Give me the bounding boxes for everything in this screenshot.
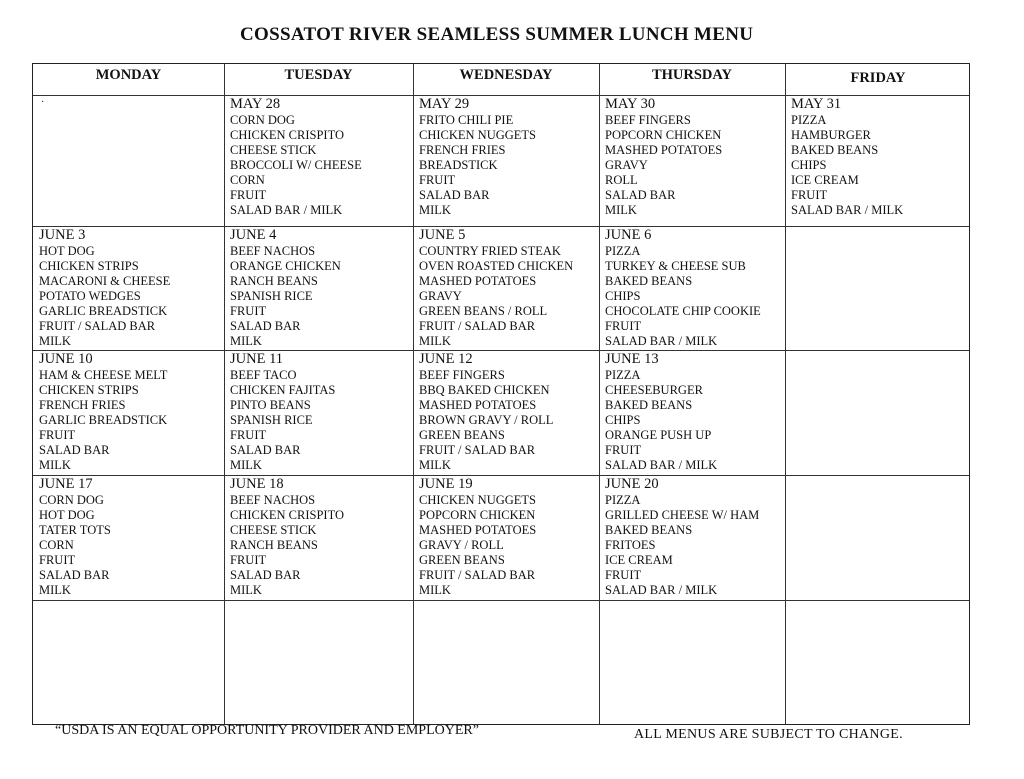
menu-cell bbox=[419, 352, 597, 473]
menu-date: JUNE 4 bbox=[230, 227, 277, 243]
menu-cell bbox=[230, 352, 411, 473]
row-divider bbox=[33, 475, 969, 476]
menu-date: JUNE 18 bbox=[230, 476, 284, 492]
menu-item: OVEN ROASTED CHICKEN bbox=[419, 258, 574, 273]
menu-item: HOT DOG bbox=[39, 243, 95, 258]
menu-date: JUNE 12 bbox=[419, 351, 473, 367]
menu-item: MASHED POTATOES bbox=[419, 522, 537, 537]
menu-item: BAKED BEANS bbox=[605, 522, 693, 537]
menu-item: BAKED BEANS bbox=[605, 273, 693, 288]
menu-item: CHICKEN NUGGETS bbox=[419, 127, 537, 142]
menu-item: FRUIT / SALAD BAR bbox=[39, 318, 156, 333]
menu-cell bbox=[419, 477, 597, 598]
menu-item: ROLL bbox=[605, 172, 638, 187]
menu-item: TATER TOTS bbox=[39, 522, 111, 537]
menu-item: FRUIT bbox=[230, 187, 267, 202]
menu-item: RANCH BEANS bbox=[230, 537, 318, 552]
menu-item: SALAD BAR bbox=[39, 567, 110, 582]
menu-item: MILK bbox=[419, 203, 451, 218]
menu-item: BEEF FINGERS bbox=[605, 112, 691, 127]
menu-item: FRUIT bbox=[605, 442, 642, 457]
menu-item: COUNTRY FRIED STEAK bbox=[419, 243, 561, 258]
menu-item: FRUIT / SALAD BAR bbox=[419, 567, 536, 582]
menu-item: FRITO CHILI PIE bbox=[419, 112, 514, 127]
menu-item: MILK bbox=[39, 334, 71, 349]
menu-item: CHEESE STICK bbox=[230, 522, 317, 537]
menu-item: MILK bbox=[230, 458, 262, 473]
menu-item: SALAD BAR / MILK bbox=[230, 203, 343, 218]
menu-item: MILK bbox=[419, 458, 451, 473]
menu-item: MASHED POTATOES bbox=[419, 273, 537, 288]
menu-item: PIZZA bbox=[605, 367, 641, 382]
menu-cell bbox=[605, 228, 783, 349]
menu-item: SALAD BAR bbox=[230, 567, 301, 582]
menu-date: JUNE 11 bbox=[230, 351, 284, 367]
menu-date: JUNE 13 bbox=[605, 351, 659, 367]
menu-item: CHEESEBURGER bbox=[605, 382, 703, 397]
menu-item: CORN bbox=[39, 537, 74, 552]
menu-date: JUNE 19 bbox=[419, 476, 473, 492]
menu-item: FRUIT bbox=[39, 427, 76, 442]
column-divider bbox=[413, 64, 414, 724]
menu-cell bbox=[230, 228, 411, 349]
menu-item: FRENCH FRIES bbox=[419, 142, 506, 157]
menu-item: FRUIT bbox=[791, 187, 828, 202]
menu-item: SALAD BAR / MILK bbox=[605, 583, 718, 598]
menu-date: MAY 29 bbox=[419, 96, 470, 112]
day-header-friday: FRIDAY bbox=[850, 70, 906, 86]
day-header-thursday: THURSDAY bbox=[651, 67, 733, 83]
menu-item: HOT DOG bbox=[39, 507, 95, 522]
column-divider bbox=[599, 64, 600, 724]
menu-item: CHIPS bbox=[605, 288, 641, 303]
menu-item: MILK bbox=[605, 203, 637, 218]
menu-item: MILK bbox=[39, 458, 71, 473]
menu-item: CHICKEN CRISPITO bbox=[230, 507, 345, 522]
menu-item: ICE CREAM bbox=[791, 172, 859, 187]
menu-cell bbox=[230, 477, 411, 598]
menu-item: CHIPS bbox=[791, 157, 827, 172]
menu-item: CORN DOG bbox=[230, 112, 295, 127]
menu-item: MILK bbox=[39, 583, 71, 598]
menu-item: FRITOES bbox=[605, 537, 656, 552]
menu-cell bbox=[230, 97, 411, 218]
menu-item: SPANISH RICE bbox=[230, 412, 313, 427]
menu-item: HAMBURGER bbox=[791, 127, 871, 142]
menu-item: BEEF NACHOS bbox=[230, 243, 316, 258]
row-divider bbox=[33, 350, 969, 351]
menu-cell bbox=[39, 477, 222, 598]
menu-item: PIZZA bbox=[605, 243, 641, 258]
menu-date: JUNE 17 bbox=[39, 476, 93, 492]
menu-item: ICE CREAM bbox=[605, 552, 673, 567]
menu-date: JUNE 6 bbox=[605, 227, 652, 243]
footer-disclaimer: ALL MENUS ARE SUBJECT TO CHANGE. bbox=[634, 727, 903, 742]
menu-item: GRILLED CHEESE W/ HAM bbox=[605, 507, 760, 522]
footer-usda-statement: “USDA IS AN EQUAL OPPORTUNITY PROVIDER AND EMPLOYER” bbox=[55, 723, 479, 738]
menu-item: ORANGE PUSH UP bbox=[605, 427, 712, 442]
menu-item: BEEF FINGERS bbox=[419, 367, 505, 382]
menu-date: JUNE 20 bbox=[605, 476, 659, 492]
menu-item: PINTO BEANS bbox=[230, 397, 311, 412]
menu-item: GARLIC BREADSTICK bbox=[39, 412, 168, 427]
menu-item: BROCCOLI W/ CHEESE bbox=[230, 157, 362, 172]
menu-date: MAY 30 bbox=[605, 96, 656, 112]
menu-item: FRUIT / SALAD BAR bbox=[419, 442, 536, 457]
menu-item: HAM & CHEESE MELT bbox=[39, 367, 168, 382]
menu-item: SALAD BAR bbox=[419, 187, 490, 202]
menu-item: CHICKEN STRIPS bbox=[39, 382, 139, 397]
menu-cell bbox=[39, 228, 222, 349]
menu-item: MASHED POTATOES bbox=[605, 142, 723, 157]
menu-item: BEEF TACO bbox=[230, 367, 297, 382]
menu-item: GRAVY / ROLL bbox=[419, 537, 504, 552]
menu-item: SALAD BAR bbox=[605, 187, 676, 202]
menu-item: GRAVY bbox=[605, 157, 648, 172]
menu-item: CORN DOG bbox=[39, 492, 104, 507]
menu-item: GREEN BEANS / ROLL bbox=[419, 303, 548, 318]
day-header-tuesday: TUESDAY bbox=[284, 67, 353, 83]
menu-item: GARLIC BREADSTICK bbox=[39, 303, 168, 318]
menu-item: GREEN BEANS bbox=[419, 427, 505, 442]
menu-item: FRUIT bbox=[230, 303, 267, 318]
menu-item: MILK bbox=[230, 334, 262, 349]
menu-cell bbox=[605, 97, 783, 218]
day-header-monday: MONDAY bbox=[95, 67, 162, 83]
menu-item: CHICKEN FAJITAS bbox=[230, 382, 336, 397]
menu-item: RANCH BEANS bbox=[230, 273, 318, 288]
menu-item: SALAD BAR / MILK bbox=[605, 334, 718, 349]
menu-item: MACARONI & CHEESE bbox=[39, 273, 171, 288]
menu-item: CORN bbox=[230, 172, 265, 187]
column-divider bbox=[224, 64, 225, 724]
menu-item: POPCORN CHICKEN bbox=[605, 127, 722, 142]
menu-cell bbox=[791, 97, 969, 218]
menu-item: CHICKEN NUGGETS bbox=[419, 492, 537, 507]
row-divider bbox=[33, 600, 969, 601]
menu-item: FRUIT bbox=[419, 172, 456, 187]
menu-item: BBQ BAKED CHICKEN bbox=[419, 382, 550, 397]
menu-date: JUNE 10 bbox=[39, 351, 93, 367]
menu-item: FRUIT bbox=[230, 427, 267, 442]
menu-item: GREEN BEANS bbox=[419, 552, 505, 567]
menu-item: SALAD BAR / MILK bbox=[791, 203, 904, 218]
menu-date: JUNE 5 bbox=[419, 227, 466, 243]
menu-item: FRUIT bbox=[39, 552, 76, 567]
menu-item: CHIPS bbox=[605, 412, 641, 427]
menu-item: FRUIT bbox=[230, 552, 267, 567]
menu-item: BROWN GRAVY / ROLL bbox=[419, 412, 554, 427]
menu-item: SALAD BAR bbox=[230, 318, 301, 333]
menu-date: MAY 31 bbox=[791, 96, 842, 112]
menu-item: SPANISH RICE bbox=[230, 288, 313, 303]
menu-item: FRUIT bbox=[605, 567, 642, 582]
menu-item: BAKED BEANS bbox=[791, 142, 879, 157]
menu-item: MASHED POTATOES bbox=[419, 397, 537, 412]
menu-item: MILK bbox=[419, 583, 451, 598]
menu-date: JUNE 3 bbox=[39, 227, 86, 243]
menu-item: BREADSTICK bbox=[419, 157, 498, 172]
day-header-wednesday: WEDNESDAY bbox=[459, 67, 553, 83]
menu-item: CHEESE STICK bbox=[230, 142, 317, 157]
row-divider bbox=[33, 226, 969, 227]
menu-item: MILK bbox=[230, 583, 262, 598]
menu-item: POPCORN CHICKEN bbox=[419, 507, 536, 522]
menu-item: CHICKEN STRIPS bbox=[39, 258, 139, 273]
menu-item: CHOCOLATE CHIP COOKIE bbox=[605, 303, 761, 318]
menu-cell bbox=[419, 97, 597, 218]
menu-item: CHICKEN CRISPITO bbox=[230, 127, 345, 142]
menu-cell bbox=[419, 228, 597, 349]
menu-item: MILK bbox=[419, 334, 451, 349]
menu-item: SALAD BAR bbox=[230, 442, 301, 457]
menu-item: ORANGE CHICKEN bbox=[230, 258, 341, 273]
menu-grid bbox=[32, 63, 970, 725]
menu-item: POTATO WEDGES bbox=[39, 288, 141, 303]
column-divider bbox=[785, 64, 786, 724]
menu-date: MAY 28 bbox=[230, 96, 281, 112]
menu-cell bbox=[39, 352, 222, 473]
menu-item: BAKED BEANS bbox=[605, 397, 693, 412]
menu-item: GRAVY bbox=[419, 288, 462, 303]
menu-item: TURKEY & CHEESE SUB bbox=[605, 258, 746, 273]
menu-cell bbox=[605, 477, 783, 598]
menu-item: BEEF NACHOS bbox=[230, 492, 316, 507]
menu-item: FRUIT / SALAD BAR bbox=[419, 318, 536, 333]
menu-item: PIZZA bbox=[605, 492, 641, 507]
menu-item: PIZZA bbox=[791, 112, 827, 127]
menu-item: SALAD BAR / MILK bbox=[605, 458, 718, 473]
page-title: COSSATOT RIVER SEAMLESS SUMMER LUNCH MENU bbox=[240, 24, 754, 45]
menu-item: FRENCH FRIES bbox=[39, 397, 126, 412]
stray-mark: · bbox=[41, 97, 45, 108]
menu-cell bbox=[605, 352, 783, 473]
menu-item: FRUIT bbox=[605, 318, 642, 333]
menu-item: SALAD BAR bbox=[39, 442, 110, 457]
